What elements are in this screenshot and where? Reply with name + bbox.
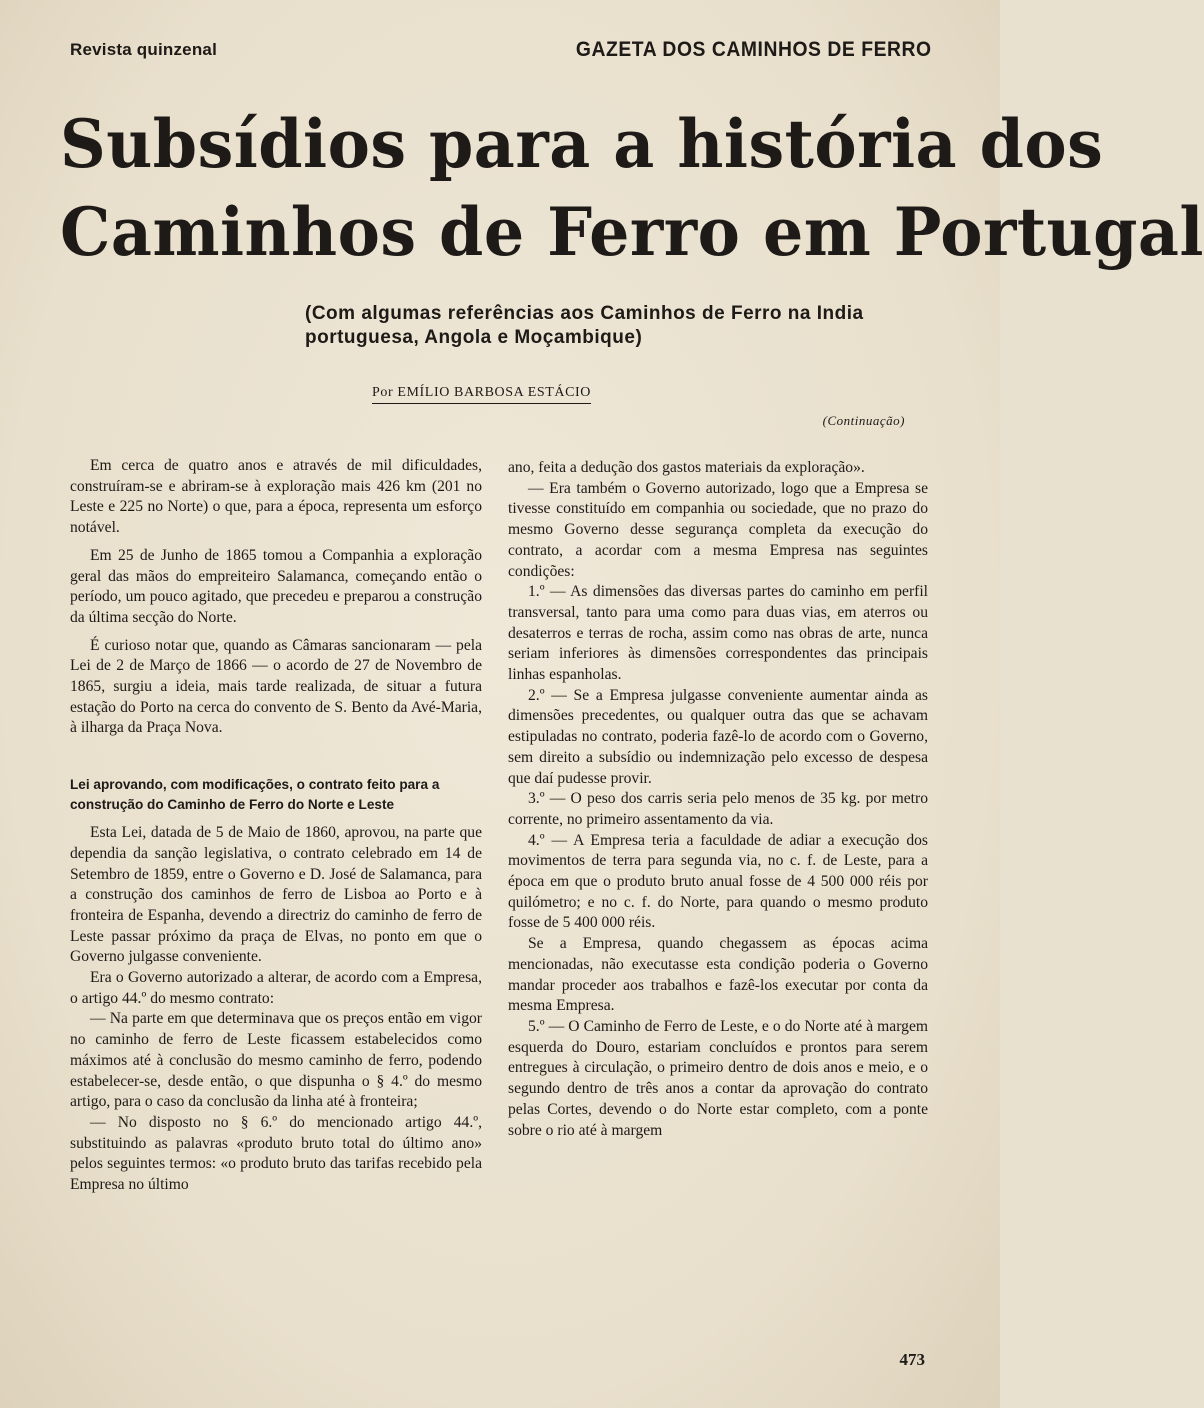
title-line-1: Subsídios para a história dos [60, 105, 1104, 183]
article-title [60, 100, 1204, 276]
article-subtitle [305, 302, 945, 350]
subtitle-line-1: (Com algumas referências aos Caminhos de Ferro na India [305, 303, 864, 324]
paragraph: ano, feita a dedução dos gastos materiais da exploração». [508, 459, 865, 476]
section-heading: Lei aprovando, com modificações, o contrato feito para a construção do Caminho de Ferro do Norte e Leste [70, 777, 440, 813]
author-byline: Por EMÍLIO BARBOSA ESTÁCIO [372, 385, 591, 404]
paragraph: 4.º — A Empresa teria a faculdade de adiar a execução dos movimentos de terra para segunda via, no c. f. de Leste, para a época em que o produto bruto anual fosse de 4 500 000 réis por quilómetro; e no c. f. do Norte, para quando o mesmo produto fosse de 5 400 000 réis. [508, 831, 928, 932]
continuation-note: (Continuação) [822, 413, 905, 428]
publication-title-header: GAZETA DOS CAMINHOS DE FERRO [576, 38, 932, 61]
paragraph: Em 25 de Junho de 1865 tomou a Companhia a exploração geral das mãos do empreiteiro Salamanca, começando então o período, um pouco agitado, que precedeu e preparou a construção da última secção do Norte. [70, 546, 482, 626]
right-column [508, 458, 928, 1141]
paragraph: É curioso notar que, quando as Câmaras sancionaram — pela Lei de 2 de Março de 1866 — o acordo de 27 de Novembro de 1865, surgiu a ideia, mais tarde realizada, de situar a futura estação do Porto na cerca do convento de S. Bento da Avé-Maria, à ilharga da Praça Nova. [70, 636, 482, 737]
paragraph: Esta Lei, datada de 5 de Maio de 1860, aprovou, na parte que dependia da sanção legislativa, o contrato celebrado em 14 de Setembro de 1859, entre o Governo e D. José de Salamanca, para a construção dos caminhos de ferro de Lisboa ao Porto e à fronteira de Espanha, devendo a directriz do caminho de ferro de Leste passar próximo da praça de Elvas, no ponto em que o Governo julgasse conveniente. [70, 824, 482, 966]
left-column [70, 456, 482, 1196]
paragraph: — Era também o Governo autorizado, logo que a Empresa se tivesse constituído em companhia ou sociedade, que no prazo do mesmo Governo desse segurança completa da execução do contrato, a acordar com a mesma Empresa nas seguintes condições: [508, 479, 928, 580]
title-line-2: Caminhos de Ferro em Portugal [60, 193, 1204, 271]
paragraph: Em cerca de quatro anos e através de mil dificuldades, construíram-se e abriram-se à exploração mais 426 km (201 no Leste e 225 no Norte) o que, para a época, representa um esforço notável. [70, 457, 482, 537]
subtitle-line-2: portuguesa, Angola e Moçambique) [305, 327, 643, 348]
paragraph: 2.º — Se a Empresa julgasse conveniente aumentar ainda as dimensões precedentes, ou qualquer outra das que se achavam estipuladas no contrato, poderia fazê-lo de acordo com o Governo, sem direito a subsídio ou indemnização pelo excesso de despesa que daí pudesse provir. [508, 686, 928, 787]
paragraph: Se a Empresa, quando chegassem as épocas acima mencionadas, não executasse esta condição poderia o Governo mandar proceder aos trabalhos e fazê-los executar por conta da mesma Empresa. [508, 935, 928, 1015]
paragraph: 3.º — O peso dos carris seria pelo menos de 35 kg. por metro corrente, no primeiro assentamento da via. [508, 790, 928, 828]
paragraph: Era o Governo autorizado a alterar, de acordo com a Empresa, o artigo 44.º do mesmo contrato: [70, 969, 482, 1007]
paragraph: — Na parte em que determinava que os preços então em vigor no caminho de ferro de Leste ficassem estabelecidos como máximos até à conclusão do mesmo caminho de ferro, podendo estabelecer-se, desde então, o que dispunha o § 4.º do mesmo artigo, para o caso da conclusão da linha até à fronteira; [70, 1010, 482, 1111]
paragraph: 5.º — O Caminho de Ferro de Leste, e o do Norte até à margem esquerda do Douro, estariam concluídos e prontos para serem entregues à circulação, o primeiro dentro de dois anos e meio, e o segundo dentro de três anos a contar da aprovação do contrato pelas Cortes, devendo o do Norte estar completo, com a ponte sobre o rio até à margem [508, 1017, 928, 1139]
page-number: 473 [899, 1350, 925, 1369]
paragraph: 1.º — As dimensões das diversas partes do caminho em perfil transversal, tanto para uma como para duas vias, em aterros ou desaterros e terras de rocha, assim como nas obras de arte, nunca seriam inferiores às dimensões correspondentes das principais linhas espanholas. [508, 583, 928, 684]
paragraph: — No disposto no § 6.º do mencionado artigo 44.º, substituindo as palavras «produto bruto total do último ano» pelos seguintes termos: «o produto bruto das tarifas recebido pela Empresa no último [70, 1113, 482, 1194]
periodicity-header: Revista quinzenal [70, 40, 217, 59]
